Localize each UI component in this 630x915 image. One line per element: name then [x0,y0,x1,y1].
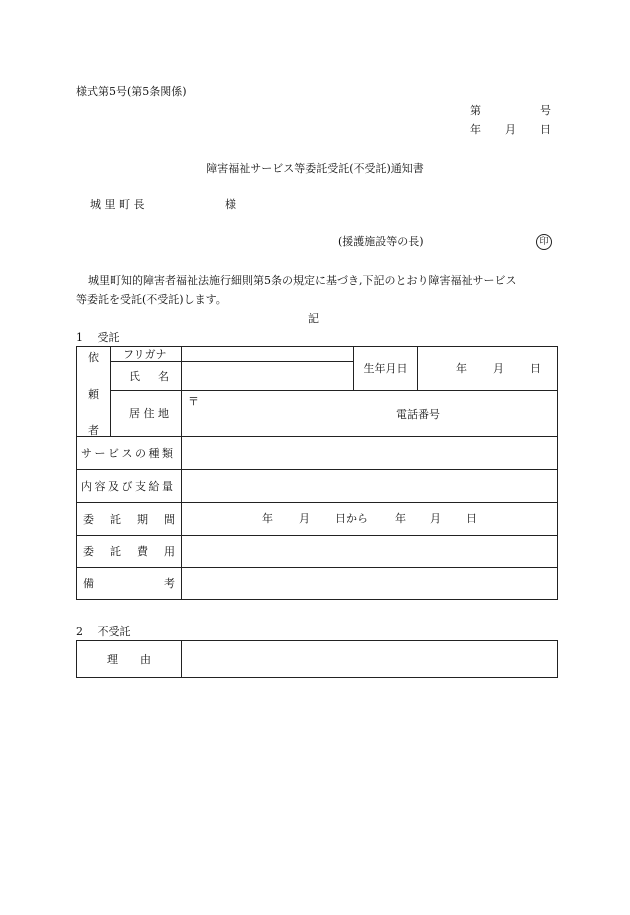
reason-label-char-2: 由 [140,652,151,666]
fee-label-cell [77,536,182,568]
birth-day-unit: 日 [530,362,541,375]
service-type-field [182,437,558,470]
period-label-char-1: 委 [83,512,94,526]
period-end-day: 日 [466,512,477,525]
period-start-day: 日から [335,512,368,525]
birth-month-unit: 月 [493,362,504,375]
remarks-label-cell [77,568,182,600]
addressee-honorific: 様 [225,198,236,211]
name-label-char-1: 氏 [129,369,140,383]
date-day: 日 [540,123,551,136]
section2-title: 2 不受託 [76,625,131,638]
period-end-month: 月 [430,512,441,525]
number-dai: 第 [470,104,481,117]
period-label-char-3: 期 [137,512,148,526]
name-label-cell [111,362,182,391]
requester-char-1: 依 [88,351,99,364]
ki-heading: 記 [308,312,319,325]
period-label-char-4: 間 [164,512,175,526]
address-label-cell [111,391,182,437]
document-title: 障害福祉サービス等委託受託(不受託)通知書 [206,162,424,175]
period-start-year: 年 [262,512,273,525]
period-end-year: 年 [395,512,406,525]
requester-label-cell [77,347,111,437]
seal-mark: 印 [536,234,552,250]
address-label-char-1: 居 [129,407,140,420]
content-amount-label-cell [77,470,182,503]
content-amount-label: 内容及び支給量 [81,479,176,493]
period-start-month: 月 [299,512,310,525]
period-field [182,503,558,536]
date-month: 月 [505,123,516,136]
section1-table [76,346,558,600]
addressee-name: 城 里 町 長 [90,198,145,211]
body-text-line2: 等委託を受託(不受託)します。 [76,293,227,306]
address-field [182,391,558,437]
service-type-label: サービスの種類 [81,446,176,460]
fee-label-char-2: 託 [110,545,121,558]
name-label-char-2: 名 [158,369,169,383]
name-field [182,362,354,391]
birthdate-field [418,347,558,391]
period-label-char-2: 託 [110,512,121,526]
sender-label: (援護施設等の長) [338,235,424,248]
service-type-label-cell [77,437,182,470]
fee-label-char-3: 費 [137,545,148,558]
form-number: 様式第5号(第5条関係) [76,85,187,98]
period-label-cell [77,503,182,536]
requester-char-2: 頼 [88,388,99,401]
date-year: 年 [470,123,481,136]
fee-label-char-4: 用 [164,545,175,558]
section1-title: 1 受託 [76,331,120,344]
remarks-field [182,568,558,600]
phone-label: 電話番号 [396,408,440,421]
postal-mark: 〒 [188,395,199,408]
body-text-line1: 城里町知的障害者福祉法施行細則第5条の規定に基づき,下記のとおり障害福祉サービス [88,274,517,287]
reason-label-char-1: 理 [107,652,118,666]
birth-year-unit: 年 [456,362,467,375]
address-label-char-2: 住 [143,407,155,420]
furigana-label: フリガナ [111,347,182,362]
content-amount-field [182,470,558,503]
section2-table [76,640,558,678]
fee-field [182,536,558,568]
address-label-char-3: 地 [158,407,169,420]
birthdate-label: 生年月日 [354,347,418,391]
furigana-field [182,347,354,362]
remarks-label-char-2: 考 [164,577,175,590]
requester-char-3: 者 [88,424,99,437]
reason-field [182,641,558,678]
reason-label-cell [77,641,182,678]
number-go: 号 [540,104,551,117]
remarks-label-char-1: 備 [83,577,94,590]
fee-label-char-1: 委 [83,545,94,558]
